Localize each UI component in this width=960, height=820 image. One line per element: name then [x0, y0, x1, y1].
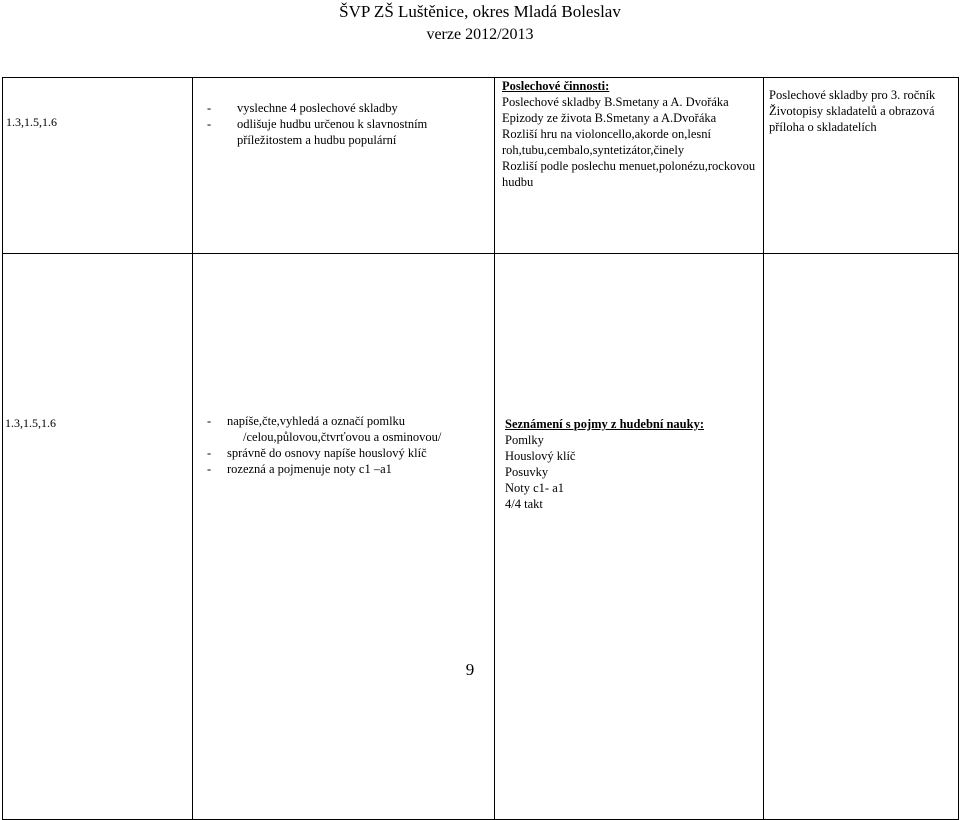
list-item: - napíše,čte,vyhledá a označí pomlku [201, 413, 494, 429]
content-line: Posuvky [505, 465, 549, 479]
version-year: verze 2012/2013 [426, 26, 534, 43]
outcomes-list [201, 413, 494, 477]
outcomes-list [207, 100, 494, 148]
outcome-code: 1.3,1.5,1.6 [6, 115, 57, 129]
page-number: 9 [465, 660, 475, 679]
school-title: ŠVP ZŠ Luštěnice, okres Mladá Boleslav [339, 2, 621, 21]
curriculum-table [2, 77, 959, 820]
content-line: Noty c1- a1 [505, 481, 565, 495]
content-line: Houslový klíč [505, 449, 576, 463]
content-line: Pomlky [505, 433, 544, 447]
content-line: Poslechové skladby B.Smetany a A. Dvořáka [502, 95, 729, 109]
content-cell [495, 254, 764, 820]
notes-cell [764, 78, 959, 254]
content-line: Epizody ze života B.Smetany a A.Dvořáka [502, 111, 717, 125]
content-line: Rozliší hru na violoncello,akorde on,lesní roh,tubu,cembalo,syntetizátor,činely [502, 127, 711, 157]
list-item: /celou,půlovou,čtvrťovou a osminovou/ [243, 430, 442, 444]
content-cell [495, 78, 764, 254]
content-heading: Poslechové činnosti: [502, 79, 610, 93]
content-line: Rozliší podle poslechu menuet,polonézu,rockovou hudbu [502, 159, 756, 189]
table-row [3, 78, 959, 254]
list-item: - rozezná a pojmenuje noty c1 –a1 [201, 461, 494, 477]
list-item: - správně do osnovy napíše houslový klíč [201, 445, 494, 461]
note-line: Poslechové skladby pro 3. ročník [769, 88, 936, 102]
outcome-code: 1.3,1.5,1.6 [5, 416, 56, 430]
content-heading: Seznámení s pojmy z hudební nauky: [505, 417, 704, 431]
notes-cell [764, 254, 959, 820]
outcomes-cell [193, 78, 495, 254]
list-item: - odlišuje hudbu určenou k slavnostním příležitostem a hudbu populární [207, 116, 494, 148]
note-line: Životopisy skladatelů a obrazová příloha o skladatelích [769, 104, 935, 134]
code-cell [3, 78, 193, 254]
table-row [3, 254, 959, 820]
list-item: - vyslechne 4 poslechové skladby [207, 100, 494, 116]
content-line: 4/4 takt [505, 497, 543, 511]
outcomes-cell [193, 254, 495, 820]
code-cell [3, 254, 193, 820]
